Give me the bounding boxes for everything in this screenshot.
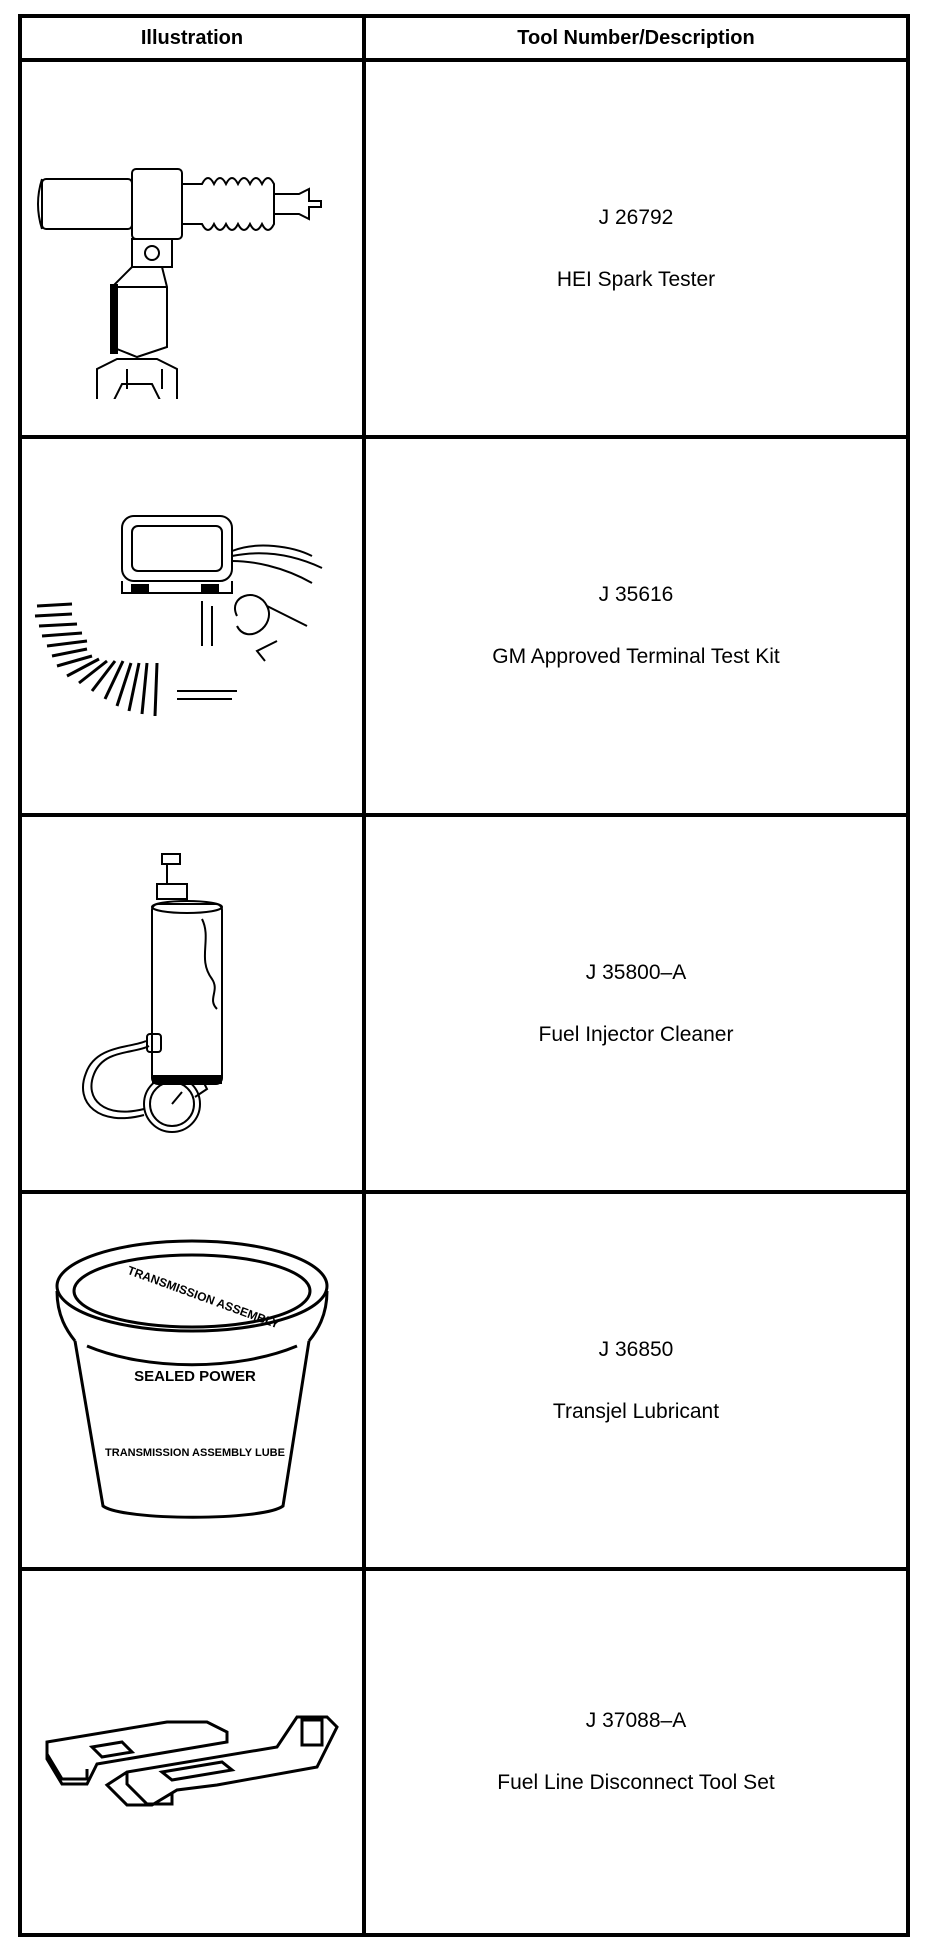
lubricant-tub-icon [47, 1231, 337, 1531]
description-cell [366, 1194, 906, 1567]
tool-table [18, 14, 910, 1937]
tool-description: Fuel Line Disconnect Tool Set [497, 1771, 775, 1794]
description-cell [366, 62, 906, 435]
tool-number: J 26792 [598, 205, 674, 229]
brand-label: SEALED POWER [134, 1367, 256, 1385]
table-row [22, 1571, 906, 1933]
header-illustration: Illustration [22, 18, 366, 58]
terminal-test-kit-icon [27, 511, 357, 741]
disconnect-tool-set-icon [32, 1672, 352, 1832]
table-row [22, 439, 906, 817]
tool-description: Fuel Injector Cleaner [538, 1022, 734, 1046]
tool-description: GM Approved Terminal Test Kit [492, 645, 780, 668]
tool-number: J 35800–A [585, 960, 687, 984]
tool-description: Transjel Lubricant [552, 1399, 720, 1423]
table-row [22, 817, 906, 1194]
illustration-cell [22, 1194, 366, 1567]
table-row [22, 1194, 906, 1571]
description-cell [366, 817, 906, 1190]
tool-number: J 36850 [598, 1337, 674, 1361]
description-cell [366, 439, 906, 813]
table-row [22, 62, 906, 439]
illustration-cell [22, 1571, 366, 1933]
lid-label: TRANSMISSION ASSEMBLY [125, 1262, 282, 1331]
illustration-cell [22, 817, 366, 1190]
tool-description: HEI Spark Tester [556, 267, 716, 291]
illustration-cell [22, 62, 366, 435]
product-label: TRANSMISSION ASSEMBLY LUBE [105, 1446, 285, 1459]
description-cell [366, 1571, 906, 1933]
tool-number: J 35616 [598, 583, 674, 606]
spark-tester-icon [32, 99, 352, 399]
tool-number: J 37088–A [585, 1709, 687, 1732]
fuel-injector-cleaner-icon [52, 839, 332, 1169]
table-header [22, 18, 906, 62]
header-tool-description: Tool Number/Description [517, 26, 755, 49]
illustration-cell [22, 439, 366, 813]
